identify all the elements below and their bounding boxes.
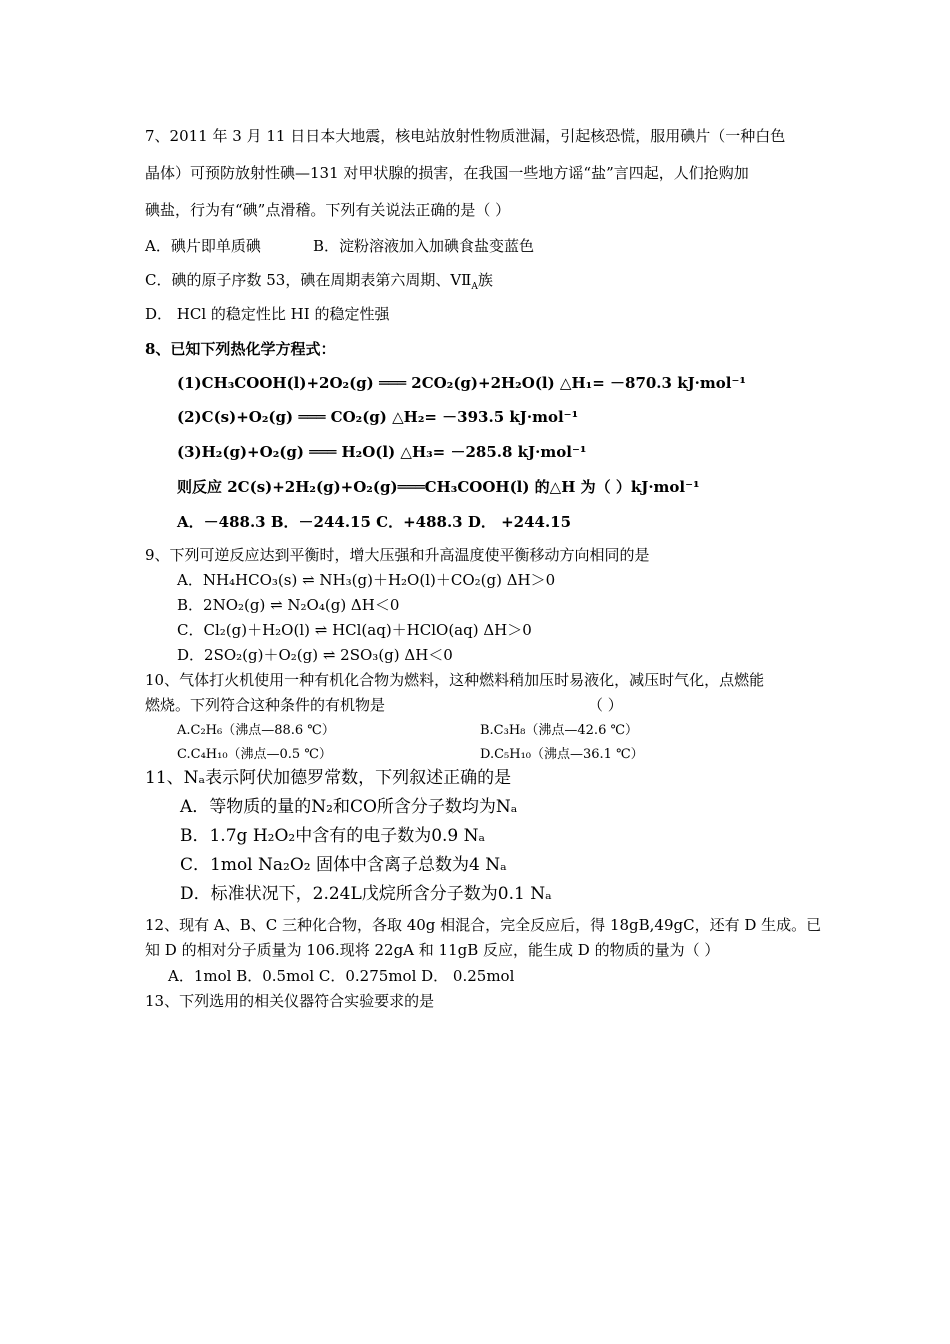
q8-equation-3: (3)H₂(g)+O₂(g) ═══ H₂O(l) △H₃= －285.8 kJ·mol⁻¹ (177, 443, 587, 461)
q10-answer-paren: （ ） (588, 696, 623, 714)
q12-options: A．1mol B．0.5mol C．0.275mol D． 0.25mol (168, 967, 515, 985)
q12-line-2: 知 D 的相对分子质量为 106.现将 22gA 和 11gB 反应，能生成 D 的物质的量为（ ） (145, 941, 720, 959)
q8-equation-2: (2)C(s)+O₂(g) ═══ CO₂(g) △H₂= －393.5 kJ·mol⁻¹ (177, 408, 579, 426)
q11-option-d: D．标准状况下，2.24L戊烷所含分子数为0.1 Nₐ (180, 884, 552, 904)
q7-line-1: 7、2011 年 3 月 11 日日本大地震，核电站放射性物质泄漏，引起核恐慌，服用碘片（一种白色 (145, 127, 786, 145)
q7-option-d: D． HCl 的稳定性比 HI 的稳定性强 (145, 305, 390, 323)
q8-stem: 8、已知下列热化学方程式： (145, 340, 336, 358)
q11-option-b: B．1.7g H₂O₂中含有的电子数为0.9 Nₐ (180, 826, 486, 846)
q10-line-2: 燃烧。下列符合这种条件的有机物是 (145, 696, 386, 714)
q7-line-2: 晶体）可预防放射性碘—131 对甲状腺的损害，在我国一些地方谣“盐”言四起，人们抢购加 (145, 164, 749, 182)
q7-option-a: A．碘片即单质碘 (145, 237, 261, 255)
q11-stem: 11、Nₐ表示阿伏加德罗常数，下列叙述正确的是 (145, 768, 512, 788)
q10-option-d: D.C₅H₁₀（沸点—36.1 ℃） (480, 747, 644, 762)
q7-line-3: 碘盐，行为有“碘”点滑稽。下列有关说法正确的是（ ） (145, 201, 511, 219)
q9-option-c: C．Cl₂(g)＋H₂O(l) ⇌ HCl(aq)＋HClO(aq) ΔH＞0 (177, 621, 532, 639)
q9-option-d: D．2SO₂(g)＋O₂(g) ⇌ 2SO₃(g) ΔH＜0 (177, 646, 453, 664)
q8-equation-1: (1)CH₃COOH(l)+2O₂(g) ═══ 2CO₂(g)+2H₂O(l) △H₁= －870.3 kJ·mol⁻¹ (177, 374, 746, 392)
q10-option-a: A.C₂H₆（沸点—88.6 ℃） (177, 723, 335, 738)
q9-option-b: B．2NO₂(g) ⇌ N₂O₄(g) ΔH＜0 (177, 596, 400, 614)
q10-line-1: 10、气体打火机使用一种有机化合物为燃料，这种燃料稍加压时易液化，减压时气化，点燃能 (145, 671, 765, 689)
q10-option-c: C.C₄H₁₀（沸点—0.5 ℃） (177, 747, 332, 762)
q11-option-c: C．1mol Na₂O₂ 固体中含离子总数为4 Nₐ (180, 855, 507, 875)
q7-option-b: B．淀粉溶液加入加碘食盐变蓝色 (313, 237, 535, 255)
q9-stem: 9、下列可逆反应达到平衡时，增大压强和升高温度使平衡移动方向相同的是 (145, 546, 650, 564)
q9-option-a: A．NH₄HCO₃(s) ⇌ NH₃(g)＋H₂O(l)＋CO₂(g) ΔH＞0 (177, 571, 556, 589)
q8-question: 则反应 2C(s)+2H₂(g)+O₂(g)═══CH₃COOH(l) 的△H 为（ ）kJ·mol⁻¹ (177, 478, 700, 496)
q7-option-c: C．碘的原子序数 53，碘在周期表第六周期、$VⅡ_A$族 (145, 271, 493, 292)
q8-options: A．－488.3 B．－244.15 C．+488.3 D． +244.15 (177, 513, 572, 531)
q10-option-b: B.C₃H₈（沸点—42.6 ℃） (480, 723, 639, 738)
q12-line-1: 12、现有 A、B、C 三种化合物，各取 40g 相混合，完全反应后，得 18gB,49gC，还有 D 生成。已 (145, 916, 822, 934)
q13-stem: 13、下列选用的相关仪器符合实验要求的是 (145, 992, 435, 1010)
q11-option-a: A．等物质的量的N₂和CO所含分子数均为Nₐ (180, 797, 518, 817)
